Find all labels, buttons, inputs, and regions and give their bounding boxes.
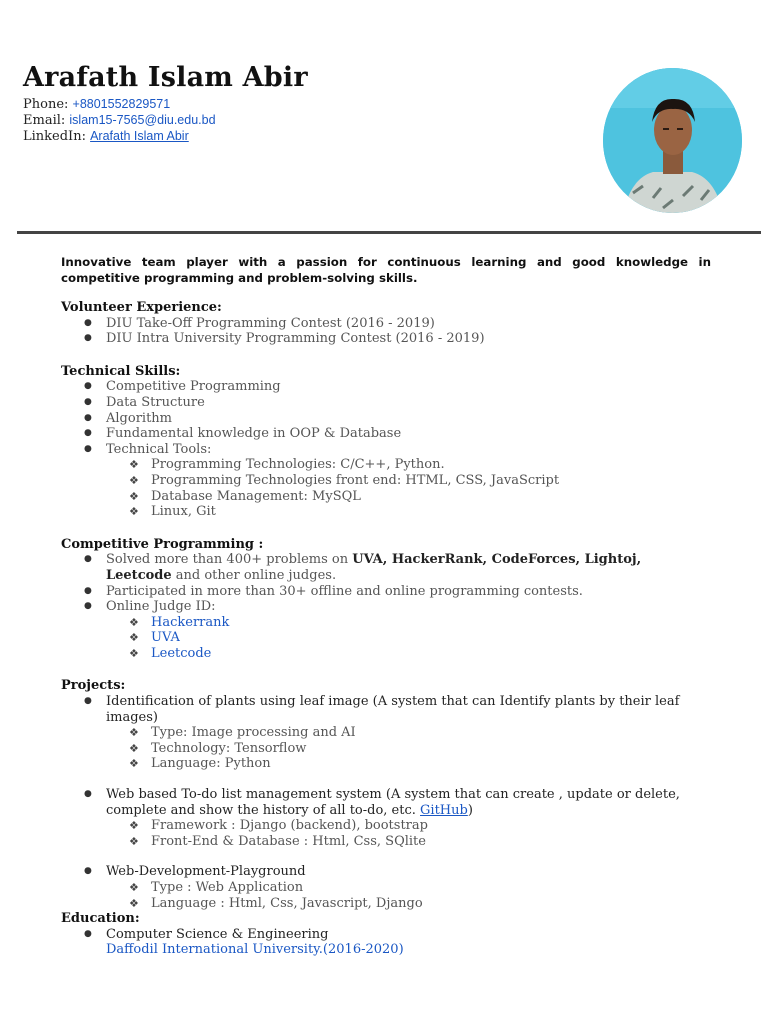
uva-link[interactable]: ❖ UVA xyxy=(61,630,711,646)
list-item: ❖ Programming Technologies front end: HTML, CSS, JavaScript xyxy=(61,473,711,489)
list-item: ❖ Technology: Tensorflow xyxy=(61,741,711,757)
project-title-text: Web based To-do list management system (A system that can create , update or delete, complete and show the history of all to-do, etc. xyxy=(106,787,680,818)
profile-summary: Innovative team player with a passion for continuous learning and good knowledge in competitive programming and problem-solving skills. xyxy=(61,255,711,285)
hackerrank-link[interactable]: ❖ Hackerrank xyxy=(61,615,711,631)
list-item: ❖ Type : Web Application xyxy=(61,880,711,896)
projects-list-2 xyxy=(61,787,711,849)
list-item: ● Participated in more than 30+ offline and online programming contests. xyxy=(61,584,711,600)
education-list xyxy=(61,927,711,958)
linkedin-line: LinkedIn: Arafath Islam Abir xyxy=(23,129,189,144)
skills-heading: Technical Skills: xyxy=(61,363,181,379)
projects-list-3 xyxy=(61,864,711,911)
candidate-name: Arafath Islam Abir xyxy=(23,62,308,93)
skills-list xyxy=(61,379,711,519)
list-item xyxy=(61,552,711,583)
list-item: ● Competitive Programming xyxy=(61,379,711,395)
project-title xyxy=(61,787,711,818)
projects-heading: Projects: xyxy=(61,678,126,694)
list-item: ❖ Language: Python xyxy=(61,756,711,772)
cp-heading: Competitive Programming : xyxy=(61,536,264,552)
email-line: Email: islam15-7565@diu.edu.bd xyxy=(23,113,216,128)
education-heading: Education: xyxy=(61,911,140,927)
github-link[interactable]: GitHub xyxy=(420,802,468,818)
solved-text: Solved more than 400+ problems on xyxy=(106,552,353,568)
list-item: ❖ Framework : Django (backend), bootstrap xyxy=(61,818,711,834)
leetcode-link[interactable]: ❖ Leetcode xyxy=(61,646,711,662)
list-item: ● DIU Intra University Programming Contest (2016 - 2019) xyxy=(61,331,711,347)
phone-value: +8801552829571 xyxy=(72,97,171,111)
email-label: Email xyxy=(23,113,61,128)
volunteer-list xyxy=(61,316,711,347)
list-item: ● DIU Take-Off Programming Contest (2016 - 2019) xyxy=(61,316,711,332)
list-item: ● Online Judge ID: xyxy=(61,599,711,615)
list-item: ❖ Database Management: MySQL xyxy=(61,489,711,505)
linkedin-label: LinkedIn xyxy=(23,129,82,144)
list-item: ● Fundamental knowledge in OOP & Database xyxy=(61,426,711,442)
volunteer-heading: Volunteer Experience: xyxy=(61,300,222,315)
projects-list xyxy=(61,694,711,772)
solved-text-end: and other online judges. xyxy=(171,567,337,583)
project-title: ● Web-Development-Playground xyxy=(61,864,711,880)
list-item: ● Data Structure xyxy=(61,395,711,411)
phone-label: Phone xyxy=(23,97,65,112)
profile-photo xyxy=(603,68,742,213)
list-item: ● Technical Tools: xyxy=(61,442,711,458)
phone-line: Phone: +8801552829571 xyxy=(23,97,171,112)
email-value[interactable]: islam15-7565@diu.edu.bd xyxy=(69,113,216,127)
list-item: ❖ Linux, Git xyxy=(61,504,711,520)
list-item: ❖ Front-End & Database : Html, Css, SQlite xyxy=(61,834,711,850)
degree xyxy=(61,927,711,958)
cp-list xyxy=(61,552,711,661)
judges-highlight: UVA, HackerRank, CodeForces, Lightoj, Leetcode xyxy=(106,552,642,583)
list-item: ❖ Programming Technologies: C/C++, Python. xyxy=(61,457,711,473)
list-item: ❖ Language : Html, Css, Javascript, Django xyxy=(61,896,711,912)
degree-text: Computer Science & Engineering xyxy=(106,926,329,942)
header-divider xyxy=(17,231,761,234)
profile-photo-illustration xyxy=(603,68,742,213)
project-title-close: ) xyxy=(467,802,473,818)
linkedin-link[interactable]: Arafath Islam Abir xyxy=(90,129,189,143)
university-name: Daffodil International University.(2016-2020) xyxy=(106,942,404,958)
project-title: ● Identification of plants using leaf image (A system that can Identify plants by their leaf images) xyxy=(61,694,711,725)
resume-body xyxy=(61,254,711,958)
list-item: ● Algorithm xyxy=(61,411,711,427)
list-item: ❖ Type: Image processing and AI xyxy=(61,725,711,741)
